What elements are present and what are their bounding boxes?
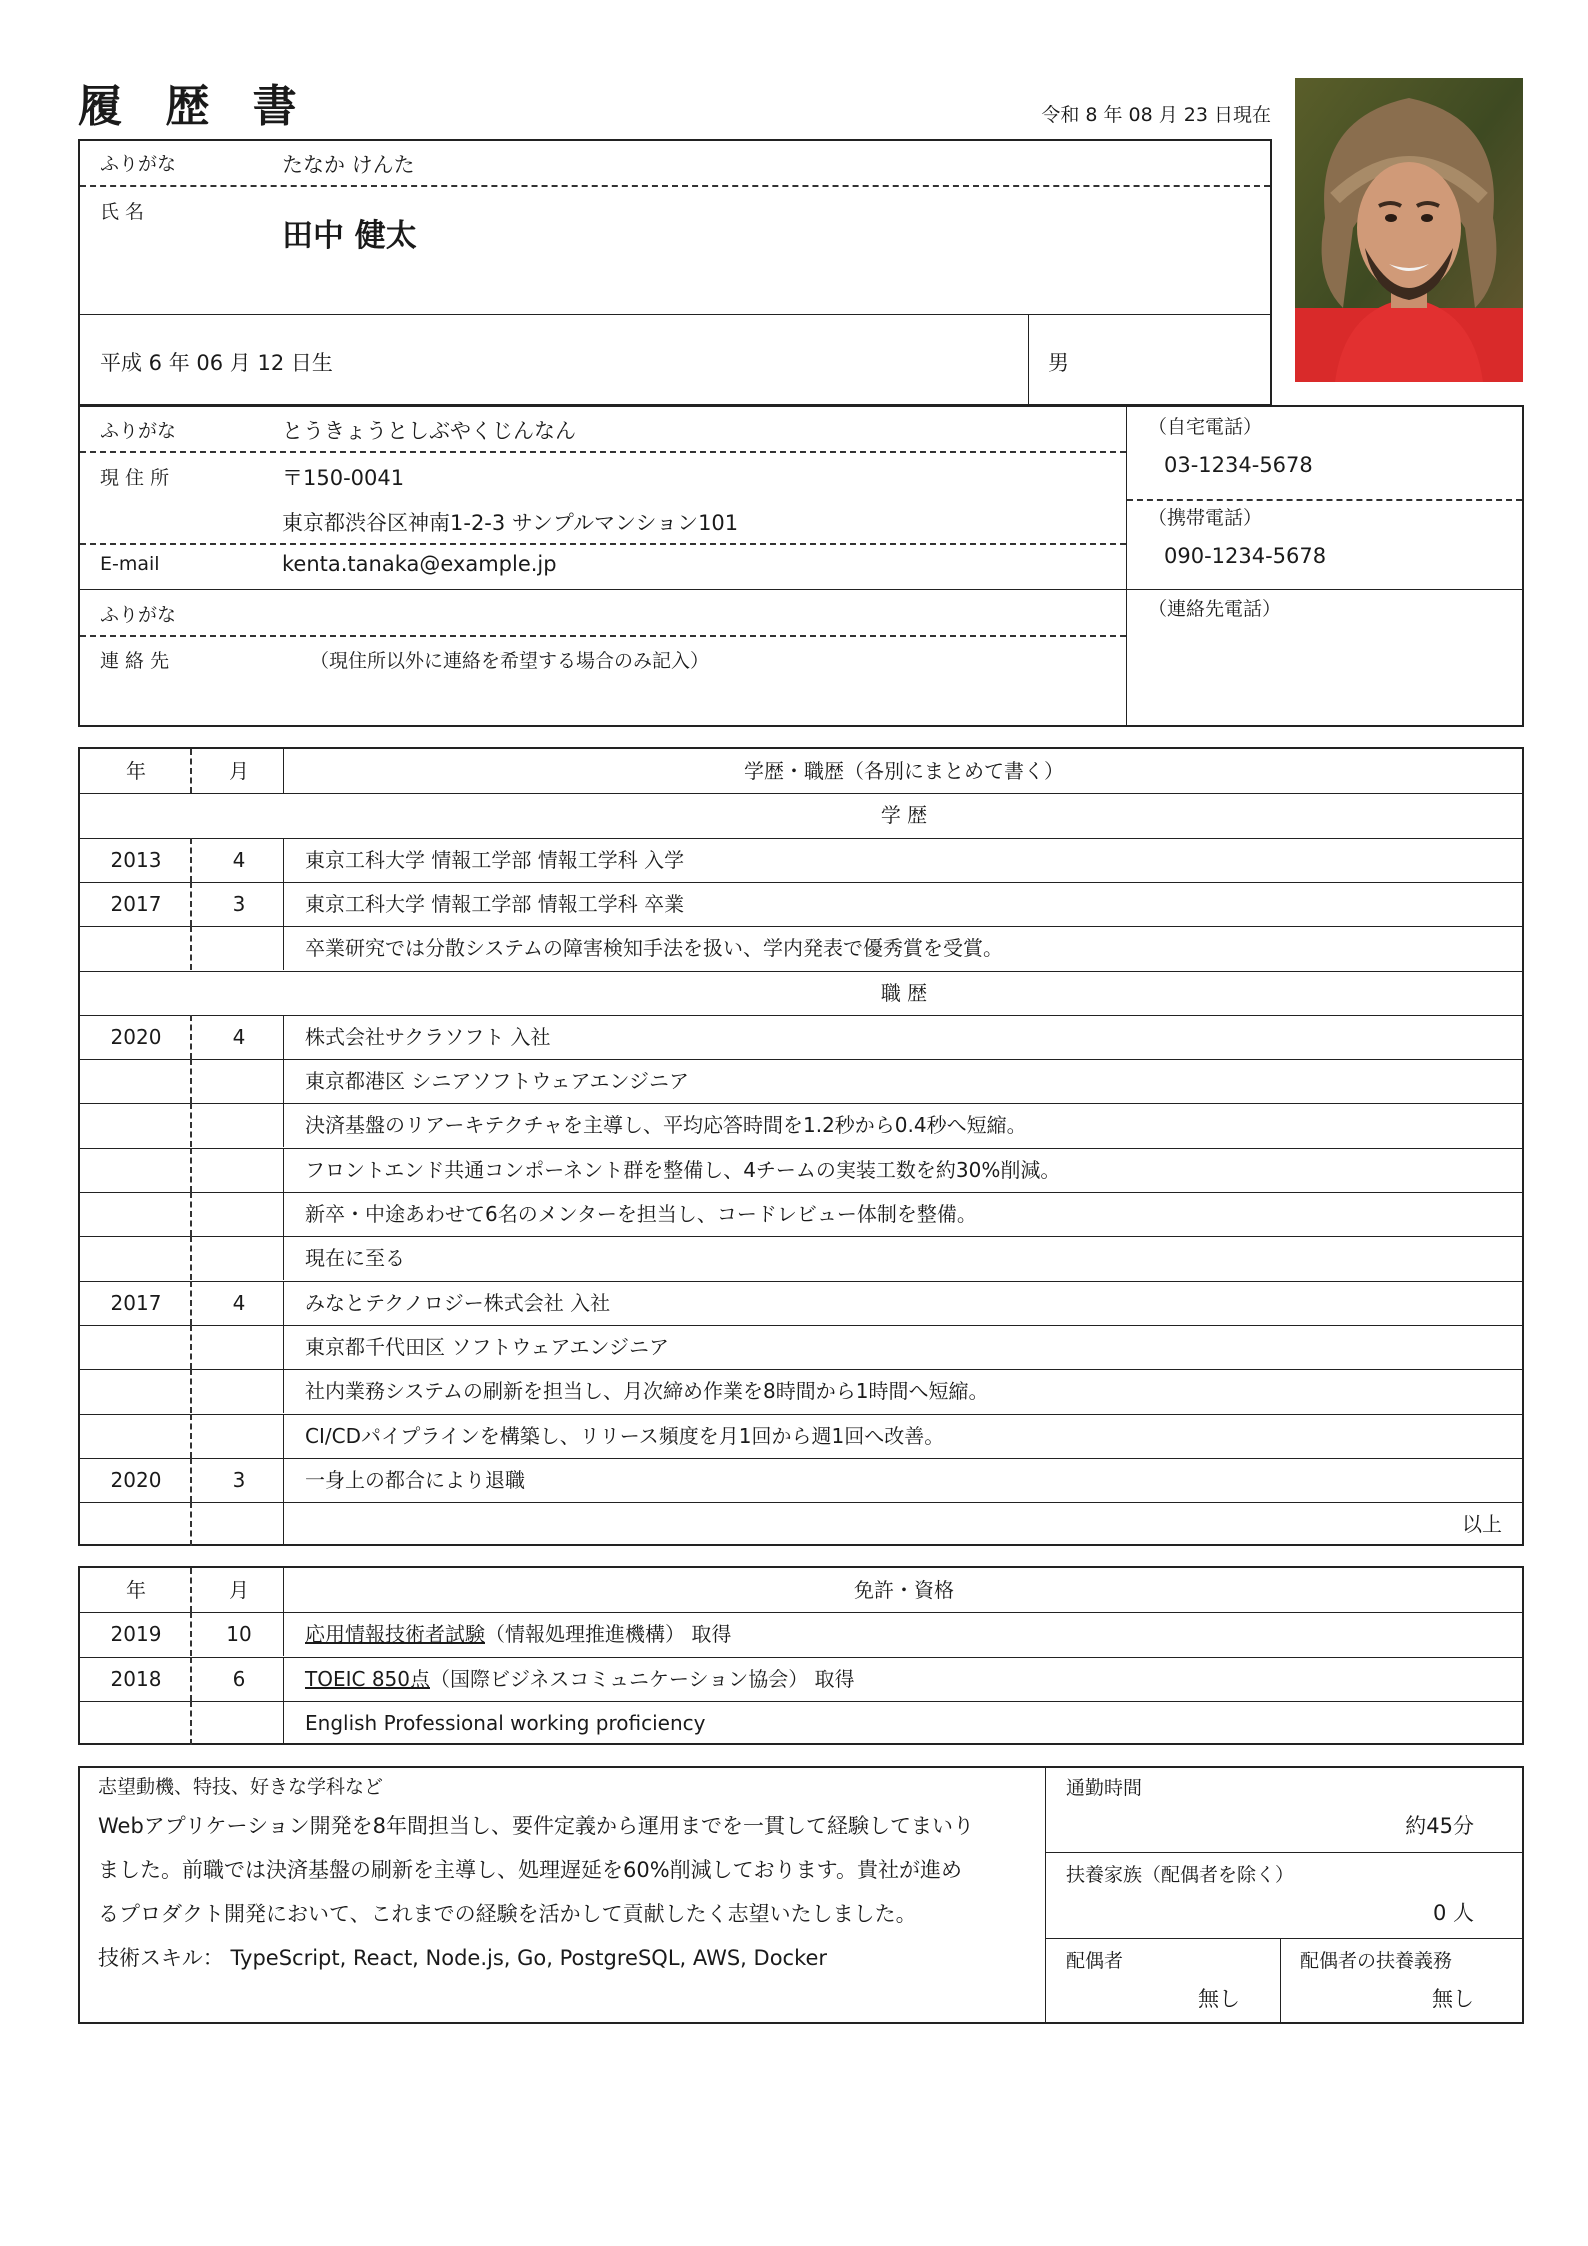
row-month — [192, 926, 286, 970]
as-of-date: 令和 8 年 08 月 23 日現在 — [1041, 104, 1271, 126]
col-divider — [190, 1281, 192, 1325]
table-row — [80, 838, 1522, 882]
history-col-year: 年 — [126, 759, 146, 783]
name-furigana: たなか けんた — [282, 153, 415, 177]
home-phone-label: （自宅電話） — [1148, 416, 1263, 438]
section-heading: 学 歴 — [880, 803, 928, 828]
col-divider — [190, 1458, 192, 1502]
history-col-content: 学歴・職歴（各別にまとめて書く） — [744, 759, 1064, 783]
profile-photo — [1295, 78, 1523, 382]
name-label: 氏 名 — [100, 201, 145, 223]
table-row — [80, 1414, 1522, 1458]
mobile-phone: 090-1234-5678 — [1164, 544, 1327, 568]
col-divider — [190, 749, 192, 793]
table-row — [80, 1015, 1522, 1059]
col-divider — [283, 1281, 284, 1325]
license-name: TOEIC 850点 — [305, 1666, 430, 1691]
row-year — [80, 1369, 192, 1413]
license-col-month: 月 — [229, 1578, 249, 1602]
row-month: 4 — [232, 1290, 246, 1315]
row-year: 2017 — [110, 891, 162, 916]
col-divider — [190, 926, 192, 970]
row-text: 一身上の都合により退職 — [305, 1467, 525, 1492]
postal-code: 〒150-0041 — [282, 466, 405, 490]
table-row — [80, 1502, 1522, 1546]
motivation-text — [98, 1804, 974, 1980]
col-divider — [283, 1568, 284, 1612]
history-col-month: 月 — [229, 759, 249, 783]
license-month — [192, 1701, 286, 1745]
motivation-label: 志望動機、特技、好きな学科など — [98, 1776, 384, 1798]
row-year: 2017 — [110, 1290, 162, 1315]
row-text: 卒業研究では分散システムの障害検知手法を扱い、学内発表で優秀賞を受賞。 — [305, 936, 1003, 961]
row-year: 2020 — [110, 1467, 162, 1492]
address-label: 現 住 所 — [100, 467, 170, 489]
motivation-line: Webアプリケーション開発を8年間担当し、要件定義から運用までを一貫して経験してまいり — [98, 1814, 975, 1838]
table-row — [80, 1103, 1522, 1147]
row-month: 3 — [232, 1467, 246, 1492]
table-row — [80, 1458, 1522, 1502]
address-furigana-label: ふりがな — [100, 420, 177, 442]
table-row — [80, 1148, 1522, 1192]
document-title: 履 歴 書 — [78, 81, 311, 132]
commute-value: 約45分 — [1405, 1814, 1474, 1838]
mobile-phone-label: （携帯電話） — [1148, 507, 1263, 529]
motivation-line: 技術スキル： TypeScript, React, Node.js, Go, PostgreSQL, AWS, Docker — [98, 1946, 828, 1970]
license-year — [80, 1701, 192, 1745]
row-year — [80, 1059, 192, 1103]
row-month — [192, 1236, 286, 1280]
col-divider — [283, 838, 284, 882]
table-row — [80, 1059, 1522, 1103]
row-text: CI/CDパイプラインを構築し、リリース頻度を月1回から週1回へ改善。 — [305, 1423, 945, 1448]
col-divider — [190, 1325, 192, 1369]
col-divider — [283, 1657, 284, 1701]
portrait-image — [1295, 78, 1523, 382]
col-divider — [190, 1015, 192, 1059]
license-detail: （国際ビジネスコミュニケーション協会） 取得 — [430, 1666, 855, 1691]
col-divider — [190, 838, 192, 882]
row-year — [80, 926, 192, 970]
row-text: 新卒・中途あわせて6名のメンターを担当し、コードレビュー体制を整備。 — [305, 1202, 977, 1226]
email-label: E-mail — [100, 553, 160, 575]
col-divider — [190, 1612, 192, 1656]
row-month — [192, 1059, 286, 1103]
row-year — [80, 1325, 192, 1369]
commute-label: 通勤時間 — [1066, 1777, 1143, 1799]
history-header — [80, 749, 1522, 793]
row-month: 3 — [232, 891, 246, 916]
row-month — [192, 1414, 286, 1458]
spouse-support-label: 配偶者の扶養義務 — [1300, 1950, 1453, 1972]
col-divider — [283, 1414, 284, 1458]
col-divider — [190, 1568, 192, 1612]
spouse-value: 無し — [1198, 1987, 1240, 2011]
col-divider — [283, 882, 284, 926]
col-divider — [190, 1657, 192, 1701]
row-month — [192, 1192, 286, 1236]
row-year — [80, 1414, 192, 1458]
license-col-content: 免許・資格 — [854, 1578, 954, 1602]
section-heading: 職 歴 — [880, 980, 928, 1005]
license-month: 6 — [232, 1666, 246, 1691]
row-year — [80, 1148, 192, 1192]
row-text: フロントエンド共通コンポーネント群を整備し、4チームの実装工数を約30%削減。 — [305, 1157, 1061, 1182]
row-month: 4 — [232, 1024, 246, 1049]
row-text: みなとテクノロジー株式会社 入社 — [305, 1290, 611, 1315]
col-divider — [190, 1192, 192, 1236]
col-divider — [190, 1236, 192, 1280]
table-row — [80, 1192, 1522, 1236]
col-divider — [283, 1192, 284, 1236]
license-col-year: 年 — [126, 1578, 146, 1602]
col-divider — [283, 1236, 284, 1280]
license-name: 応用情報技術者試験 — [305, 1622, 485, 1647]
col-divider — [283, 1103, 284, 1147]
license-year: 2018 — [110, 1666, 162, 1691]
license-row — [80, 1612, 1522, 1656]
address-furigana: とうきょうとしぶやくじんなん — [282, 419, 576, 443]
row-month: 4 — [232, 847, 246, 872]
row-text: 東京工科大学 情報工学部 情報工学科 卒業 — [305, 891, 685, 916]
end-mark: 以上 — [1462, 1512, 1502, 1537]
license-row — [80, 1701, 1522, 1745]
row-year — [80, 1103, 192, 1147]
home-phone: 03-1234-5678 — [1164, 453, 1313, 477]
license-text — [305, 1657, 855, 1701]
spouse-label: 配偶者 — [1066, 1950, 1124, 1972]
license-month: 10 — [226, 1622, 252, 1647]
col-divider — [283, 1458, 284, 1502]
license-detail: English Professional working proficiency — [305, 1710, 706, 1735]
row-text: 決済基盤のリアーキテクチャを主導し、平均応答時間を1.2秒から0.4秒へ短縮。 — [305, 1113, 1027, 1138]
col-divider — [190, 1148, 192, 1192]
row-year — [80, 1236, 192, 1280]
contact-note: （現住所以外に連絡を希望する場合のみ記入） — [310, 650, 710, 672]
full-name: 田中 健太 — [282, 218, 417, 254]
col-divider — [283, 1325, 284, 1369]
name-furigana-label: ふりがな — [100, 153, 177, 175]
col-divider — [190, 1059, 192, 1103]
col-divider — [190, 1369, 192, 1413]
row-month — [192, 1148, 286, 1192]
row-text: 東京工科大学 情報工学部 情報工学科 入学 — [305, 847, 685, 872]
contact-label: 連 絡 先 — [100, 650, 170, 672]
col-divider — [283, 1369, 284, 1413]
col-divider — [283, 1015, 284, 1059]
license-year: 2019 — [110, 1622, 162, 1647]
col-divider — [283, 1148, 284, 1192]
birth-date: 平成 6 年 06 月 12 日生 — [100, 351, 333, 375]
table-row — [80, 882, 1522, 926]
table-row — [80, 1369, 1522, 1413]
row-year: 2020 — [110, 1024, 162, 1049]
table-row — [80, 1325, 1522, 1369]
motivation-line: るプロダクト開発において、これまでの経験を活かして貢献したく志望いたしました。 — [98, 1902, 917, 1926]
section-row — [80, 971, 1522, 1015]
row-text: 社内業務システムの刷新を担当し、月次締め作業を8時間から1時間へ短縮。 — [305, 1379, 989, 1404]
row-month — [192, 1325, 286, 1369]
col-divider — [190, 882, 192, 926]
row-text: 東京都港区 シニアソフトウェアエンジニア — [305, 1069, 690, 1094]
section-row — [80, 793, 1522, 837]
row-year: 2013 — [110, 847, 162, 872]
license-text — [305, 1612, 731, 1656]
license-table — [78, 1566, 1524, 1745]
col-divider — [190, 1414, 192, 1458]
license-text — [305, 1701, 706, 1745]
col-divider — [283, 926, 284, 970]
history-table — [78, 747, 1524, 1546]
col-divider — [283, 1612, 284, 1656]
license-row — [80, 1657, 1522, 1701]
col-divider — [283, 1502, 284, 1546]
license-header — [80, 1568, 1522, 1612]
dependents-label: 扶養家族（配偶者を除く） — [1066, 1864, 1295, 1886]
spouse-support-value: 無し — [1432, 1987, 1474, 2011]
col-divider — [283, 749, 284, 793]
email-value[interactable]: kenta.tanaka@example.jp — [282, 552, 557, 576]
row-month — [192, 1103, 286, 1147]
contact-furigana-label: ふりがな — [100, 604, 177, 626]
gender: 男 — [1048, 351, 1069, 375]
col-divider — [190, 1701, 192, 1745]
col-divider — [283, 1059, 284, 1103]
col-divider — [283, 1701, 284, 1745]
row-month — [192, 1369, 286, 1413]
row-text: 株式会社サクラソフト 入社 — [305, 1024, 551, 1049]
address-line: 東京都渋谷区神南1-2-3 サンプルマンション101 — [282, 511, 739, 535]
dependents-value: 0 人 — [1432, 1901, 1474, 1925]
col-divider — [190, 1103, 192, 1147]
motivation-line: ました。前職では決済基盤の刷新を主導し、処理遅延を60%削減しております。貴社が進め — [98, 1858, 962, 1882]
license-detail: （情報処理推進機構） 取得 — [485, 1622, 732, 1647]
table-row — [80, 1236, 1522, 1280]
col-divider — [190, 1502, 192, 1546]
row-text: 現在に至る — [305, 1246, 405, 1271]
contact-phone-label: （連絡先電話） — [1148, 598, 1282, 620]
table-row — [80, 926, 1522, 970]
row-year — [80, 1192, 192, 1236]
row-text: 東京都千代田区 ソフトウェアエンジニア — [305, 1334, 670, 1359]
table-row — [80, 1281, 1522, 1325]
